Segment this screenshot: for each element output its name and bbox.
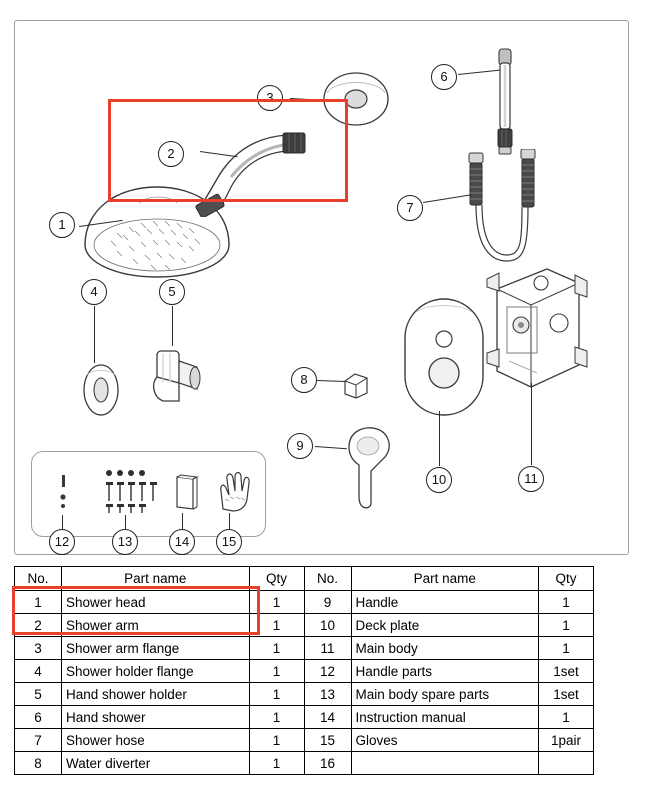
callout-9[interactable]: 9 [287, 433, 313, 459]
cell-name-left: Shower hose [62, 729, 250, 752]
cell-qty-right: 1set [539, 660, 594, 683]
hand-shower-graphic [485, 43, 525, 159]
cell-name-left: Shower arm [62, 614, 250, 637]
cell-qty-right: 1set [539, 683, 594, 706]
header-no-right: No. [304, 567, 351, 591]
callout-2[interactable]: 2 [158, 141, 184, 167]
cell-name-right: Instruction manual [351, 706, 539, 729]
cell-name-right: Gloves [351, 729, 539, 752]
table-row [15, 706, 594, 729]
callout-8[interactable]: 8 [291, 367, 317, 393]
cell-no-left: 4 [15, 660, 62, 683]
cell-no-left: 7 [15, 729, 62, 752]
header-qty-left: Qty [249, 567, 304, 591]
cell-qty-left: 1 [249, 614, 304, 637]
leader-line-4 [94, 306, 95, 363]
leader-line-14 [182, 513, 183, 529]
callout-11[interactable]: 11 [518, 466, 544, 492]
cell-name-right: Handle [351, 591, 539, 614]
callout-4[interactable]: 4 [81, 279, 107, 305]
cell-qty-left: 1 [249, 660, 304, 683]
table-row [15, 637, 594, 660]
cell-qty-left: 1 [249, 637, 304, 660]
cell-name-right: Main body [351, 637, 539, 660]
leader-line-13 [125, 515, 126, 529]
cell-no-right: 11 [304, 637, 351, 660]
header-name-right: Part name [351, 567, 539, 591]
cell-no-right: 9 [304, 591, 351, 614]
callout-6[interactable]: 6 [431, 64, 457, 90]
instruction-manual-graphic [171, 473, 201, 513]
callout-1[interactable]: 1 [49, 212, 75, 238]
cell-qty-left: 1 [249, 752, 304, 775]
header-no-left: No. [15, 567, 62, 591]
cell-name-right [351, 752, 539, 775]
shower-holder-flange-graphic [77, 361, 125, 419]
cell-no-left: 1 [15, 591, 62, 614]
cell-name-right: Handle parts [351, 660, 539, 683]
cell-no-left: 6 [15, 706, 62, 729]
cell-no-left: 8 [15, 752, 62, 775]
cell-name-right: Deck plate [351, 614, 539, 637]
leader-line-5 [172, 306, 173, 346]
leader-line-8 [317, 380, 345, 382]
main-body-graphic [481, 261, 591, 401]
diagram-highlight-box [108, 99, 348, 202]
gloves-graphic [213, 469, 259, 513]
table-row [15, 614, 594, 637]
table-header-row [15, 567, 594, 591]
handle-parts-graphic [53, 471, 77, 515]
water-diverter-graphic [339, 369, 373, 403]
cell-no-right: 16 [304, 752, 351, 775]
table-row [15, 660, 594, 683]
table-row [15, 752, 594, 775]
callout-14[interactable]: 14 [169, 529, 195, 555]
cell-qty-right: 1 [539, 706, 594, 729]
cell-qty-left: 1 [249, 591, 304, 614]
parts-list-table [14, 566, 594, 775]
table-row [15, 729, 594, 752]
cell-no-right: 12 [304, 660, 351, 683]
callout-5[interactable]: 5 [159, 279, 185, 305]
header-qty-right: Qty [539, 567, 594, 591]
main-body-spare-parts-graphic [101, 467, 167, 517]
cell-name-left: Hand shower [62, 706, 250, 729]
cell-no-left: 5 [15, 683, 62, 706]
leader-line-11 [531, 383, 532, 465]
table-row [15, 591, 594, 614]
callout-12[interactable]: 12 [49, 529, 75, 555]
cell-no-left: 2 [15, 614, 62, 637]
cell-qty-right: 1pair [539, 729, 594, 752]
cell-no-right: 13 [304, 683, 351, 706]
cell-no-right: 10 [304, 614, 351, 637]
cell-no-right: 15 [304, 729, 351, 752]
handle-graphic [335, 421, 403, 513]
leader-line-10 [439, 411, 440, 466]
hand-shower-holder-graphic [139, 343, 211, 413]
cell-qty-right [539, 752, 594, 775]
callout-3[interactable]: 3 [257, 85, 283, 111]
cell-name-left: Shower head [62, 591, 250, 614]
callout-7[interactable]: 7 [397, 195, 423, 221]
shower-hose-graphic [455, 149, 565, 274]
leader-line-12 [62, 515, 63, 529]
cell-name-left: Shower holder flange [62, 660, 250, 683]
cell-no-right: 14 [304, 706, 351, 729]
table-row [15, 683, 594, 706]
exploded-parts-diagram [14, 20, 629, 555]
callout-13[interactable]: 13 [112, 529, 138, 555]
cell-qty-right: 1 [539, 637, 594, 660]
cell-qty-right: 1 [539, 614, 594, 637]
cell-qty-right: 1 [539, 591, 594, 614]
cell-name-right: Main body spare parts [351, 683, 539, 706]
cell-name-left: Shower arm flange [62, 637, 250, 660]
cell-name-left: Water diverter [62, 752, 250, 775]
cell-qty-left: 1 [249, 729, 304, 752]
cell-qty-left: 1 [249, 683, 304, 706]
leader-line-15 [229, 513, 230, 529]
cell-qty-left: 1 [249, 706, 304, 729]
callout-15[interactable]: 15 [216, 529, 242, 555]
cell-no-left: 3 [15, 637, 62, 660]
callout-10[interactable]: 10 [426, 467, 452, 493]
deck-plate-graphic [399, 293, 489, 421]
header-name-left: Part name [62, 567, 250, 591]
cell-name-left: Hand shower holder [62, 683, 250, 706]
